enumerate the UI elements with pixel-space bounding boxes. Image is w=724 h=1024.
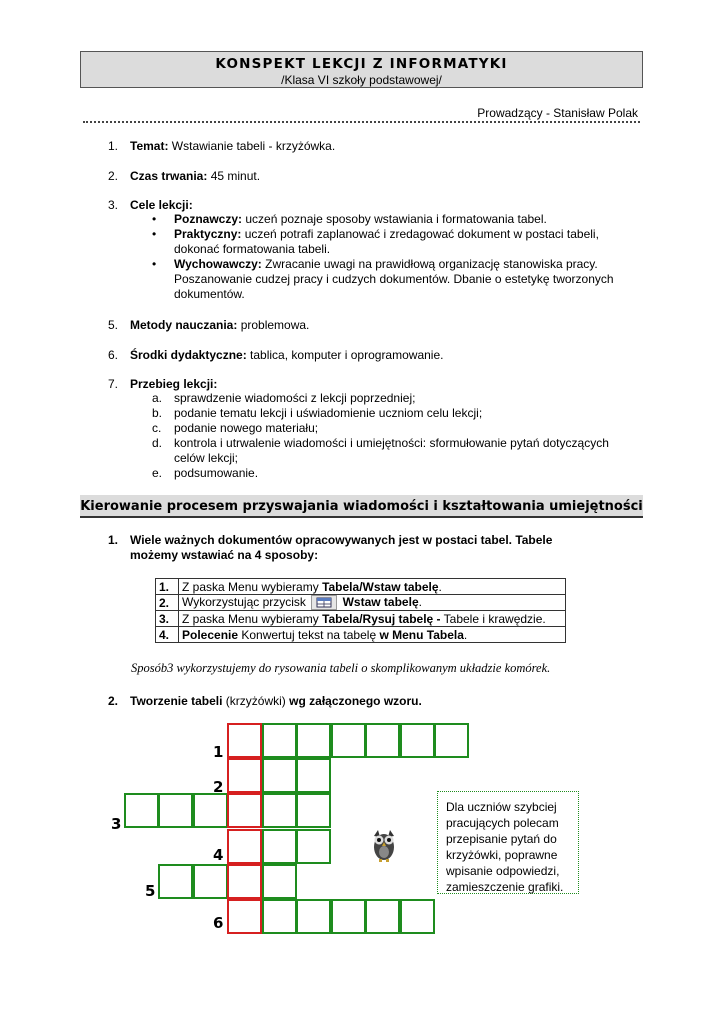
crossword-solution-cell	[227, 758, 262, 793]
crossword-cell	[158, 793, 193, 828]
row-text-plain: Konwertuj tekst na tabelę	[238, 627, 380, 642]
item-topic	[108, 139, 335, 154]
goal-text: uczeń poznaje sposoby wstawiania i formatowania tabel.	[242, 212, 547, 226]
crossword-cell	[296, 899, 331, 934]
crossword-cell	[400, 899, 435, 934]
step-text: podanie nowego materiału;	[174, 421, 319, 435]
table-row	[156, 611, 566, 627]
crossword-cell	[331, 899, 366, 934]
row-text-plain: Z paska Menu wybieramy	[182, 579, 323, 594]
question-2	[108, 694, 422, 709]
clue-number: 3	[111, 815, 122, 833]
step-letter: a.	[152, 391, 163, 405]
crossword-solution-cell	[227, 723, 262, 758]
goal-label: Wychowawczy:	[174, 257, 262, 271]
bullet-icon: •	[152, 212, 157, 226]
row-number: 1.	[156, 579, 179, 595]
row-text-bold: Tabela/Rysuj tabelę -	[322, 611, 441, 626]
item-label: Środki dydaktyczne:	[130, 348, 247, 362]
item-label: Metody nauczania:	[130, 318, 238, 332]
tip-line: krzyżówki, poprawne	[446, 848, 558, 862]
crossword-cell	[262, 758, 297, 793]
crossword-cell	[158, 864, 193, 899]
step-letter: c.	[152, 421, 162, 435]
table-row	[156, 595, 566, 611]
step-letter: b.	[152, 406, 163, 420]
step-text-line: celów lekcji;	[174, 451, 239, 465]
row-text-plain: .	[438, 579, 442, 594]
item-number: 6.	[108, 348, 119, 362]
document-subtitle: /Klasa VI szkoły podstawowej/	[281, 73, 442, 87]
goal-text: dokonać formatowania tabeli.	[174, 242, 331, 256]
crossword-cell	[124, 793, 159, 828]
row-text-plain: Z paska Menu wybieramy	[182, 611, 323, 626]
crossword-cell	[331, 723, 366, 758]
step-text: podanie tematu lekcji i uświadomienie uczniom celu lekcji;	[174, 406, 483, 420]
row-text	[179, 627, 566, 643]
row-text-bold: Tabela/Wstaw tabelę	[322, 579, 439, 594]
document-title: KONSPEKT LEKCJI Z INFORMATYKI	[215, 56, 508, 72]
question-number: 2.	[108, 694, 119, 708]
insert-table-icon	[311, 595, 337, 610]
crossword-cell	[434, 723, 469, 758]
table-row	[156, 579, 566, 595]
crossword-cell	[365, 723, 400, 758]
item-value: tablica, komputer i oprogramowanie.	[246, 348, 444, 362]
crossword-solution-cell	[227, 864, 262, 899]
step-letter: e.	[152, 466, 163, 480]
tip-box	[437, 791, 579, 894]
question-text-plain: (krzyżówki)	[222, 694, 290, 708]
item-number: 5.	[108, 318, 119, 332]
row-text	[179, 611, 566, 627]
author-line: Prowadzący - Stanisław Polak	[477, 106, 638, 120]
section-heading: Kierowanie procesem przyswajania wiadomości i kształtowania umiejętności	[80, 495, 643, 518]
dotted-divider	[83, 121, 640, 123]
row-text-plain: Wykorzystując przycisk	[182, 595, 310, 609]
item-number: 7.	[108, 377, 119, 391]
step-text: sprawdzenie wiadomości z lekcji poprzedniej;	[174, 391, 416, 405]
item-label: Cele lekcji:	[130, 198, 193, 212]
crossword-cell	[262, 864, 297, 899]
step-text: podsumowanie.	[174, 466, 259, 480]
goal-label: Praktyczny:	[174, 227, 242, 241]
item-number: 1.	[108, 139, 119, 153]
bullet-icon: •	[152, 227, 157, 241]
tip-line: przepisanie pytań do	[446, 832, 557, 846]
tip-line: pracujących polecam	[446, 816, 559, 830]
clue-number: 4	[213, 846, 224, 864]
crossword-cell	[193, 793, 228, 828]
goal-label: Poznawczy:	[174, 212, 243, 226]
goal-text: dokumentów.	[174, 287, 245, 301]
item-label: Temat:	[130, 139, 169, 153]
item-label: Przebieg lekcji:	[130, 377, 218, 391]
item-resources	[108, 348, 443, 363]
item-course	[108, 377, 217, 392]
crossword-cell	[296, 758, 331, 793]
step-text-line: kontrola i utrwalenie wiadomości i umiejętności: sformułowanie pytań dotyczących	[174, 436, 609, 450]
question-1	[108, 533, 552, 563]
title-box	[80, 51, 643, 88]
row-text-bold: Polecenie	[182, 627, 239, 642]
crossword-cell	[400, 723, 435, 758]
clue-number: 6	[213, 914, 224, 932]
item-methods	[108, 318, 309, 333]
crossword-cell	[262, 829, 297, 864]
goal-text: uczeń potrafi zaplanować i zredagować dokument w postaci tabeli,	[241, 227, 599, 241]
question-text: Wiele ważnych dokumentów opracowywanych jest w postaci tabel. Tabele	[130, 533, 553, 547]
question-text: możemy wstawiać na 4 sposoby:	[130, 548, 319, 562]
clue-number: 1	[213, 743, 224, 761]
question-text: Tworzenie tabeli	[130, 694, 223, 708]
step-text	[174, 436, 644, 466]
item-goals	[108, 198, 193, 213]
goal-text: Poszanowanie cudzej pracy i cudzych dokumentów. Dbanie o estetykę tworzonych	[174, 272, 614, 286]
item-value: Wstawianie tabeli - krzyżówka.	[168, 139, 336, 153]
clue-number: 5	[145, 882, 156, 900]
crossword-cell	[262, 899, 297, 934]
item-value: 45 minut.	[207, 169, 261, 183]
ways-table	[155, 578, 566, 643]
row-text	[179, 579, 566, 595]
bullet-icon: •	[152, 257, 157, 271]
crossword-cell	[296, 829, 331, 864]
crossword-cell	[262, 793, 297, 828]
row-number: 4.	[156, 627, 179, 643]
tip-line: wpisanie odpowiedzi,	[446, 864, 560, 878]
tip-line: zamieszczenie grafiki.	[446, 880, 564, 894]
crossword-solution-cell	[227, 829, 262, 864]
crossword-cell	[296, 723, 331, 758]
row-text-bold: Wstaw tabelę	[342, 595, 419, 609]
crossword-cell	[296, 793, 331, 828]
row-number: 3.	[156, 611, 179, 627]
crossword-cell	[365, 899, 400, 934]
crossword-cell	[262, 723, 297, 758]
tip-line: Dla uczniów szybciej	[446, 800, 557, 814]
clue-number: 2	[213, 778, 224, 796]
row-text-plain: .	[463, 627, 468, 642]
item-number: 2.	[108, 169, 119, 183]
row-text-bold: w Menu Tabela	[379, 627, 464, 642]
question-text: wg załączonego wzoru.	[289, 694, 422, 708]
crossword-solution-cell	[227, 793, 262, 828]
crossword-cell	[193, 864, 228, 899]
row-number: 2.	[156, 595, 179, 611]
method-note: Sposób3 wykorzystujemy do rysowania tabeli o skomplikowanym układzie komórek.	[131, 661, 551, 675]
row-text-plain: Tabele i krawędzie.	[440, 611, 546, 626]
table-row	[156, 627, 566, 643]
owl-icon	[370, 828, 398, 862]
step-letter: d.	[152, 436, 163, 450]
item-duration	[108, 169, 260, 184]
item-number: 3.	[108, 198, 119, 212]
crossword-solution-cell	[227, 899, 262, 934]
row-text	[179, 595, 566, 611]
row-text-plain: .	[418, 595, 422, 609]
goal-text: Zwracanie uwagi na prawidłową organizację stanowiska pracy.	[261, 257, 598, 271]
item-label: Czas trwania:	[130, 169, 208, 183]
question-number: 1.	[108, 533, 119, 547]
item-value: problemowa.	[237, 318, 310, 332]
